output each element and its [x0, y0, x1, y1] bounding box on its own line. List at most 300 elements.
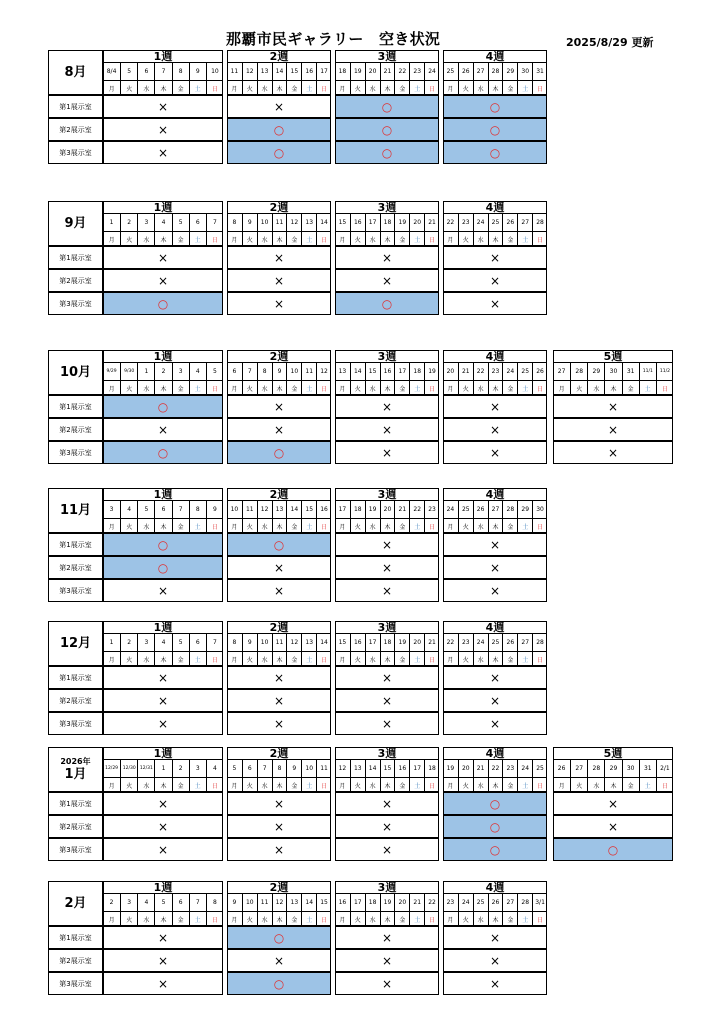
room-label: 第1展示室	[48, 792, 103, 815]
room-label: 第2展示室	[48, 418, 103, 441]
date-cell: 12	[257, 500, 272, 518]
updated-date: 2025/8/29 更新	[566, 36, 654, 49]
weekday-cell: 木	[488, 231, 503, 246]
date-cell: 5	[227, 759, 242, 777]
date-cell: 14	[272, 62, 287, 80]
weekday-cell: 月	[335, 651, 350, 666]
date-cell: 29	[517, 500, 532, 518]
weekday-cell: 土	[189, 518, 206, 533]
weekday-cell: 金	[502, 518, 517, 533]
date-cell: 10	[301, 759, 316, 777]
date-cell: 4	[206, 759, 223, 777]
status-cell: ×	[443, 292, 547, 315]
date-cell: 8	[272, 759, 287, 777]
date-cell: 12	[286, 213, 301, 231]
status-cell: ×	[443, 246, 547, 269]
room-label: 第3展示室	[48, 838, 103, 861]
date-cell: 26	[458, 62, 473, 80]
date-cell: 13	[257, 62, 272, 80]
date-cell: 9/29	[103, 362, 120, 380]
date-cell: 1	[103, 633, 120, 651]
weekday-cell: 月	[443, 80, 458, 95]
weekday-cell: 金	[286, 911, 301, 926]
week-title: 3週	[377, 488, 397, 501]
room-label: 第3展示室	[48, 292, 103, 315]
weekday-cell: 土	[409, 911, 424, 926]
date-cell: 8	[189, 500, 206, 518]
month-label	[48, 621, 103, 666]
weekday-cell: 金	[286, 518, 301, 533]
month-label	[48, 488, 103, 533]
month-label	[48, 881, 103, 926]
date-cell: 11	[257, 893, 272, 911]
date-cell: 13	[301, 213, 316, 231]
weekday-cell: 金	[622, 380, 639, 395]
weekday-cell: 月	[443, 651, 458, 666]
weekday-cell: 土	[301, 651, 316, 666]
weekday-cell: 木	[154, 651, 171, 666]
weekday-cell: 金	[286, 651, 301, 666]
date-cell: 11	[242, 500, 257, 518]
status-cell: ×	[103, 418, 223, 441]
date-cell: 24	[473, 633, 488, 651]
date-cell: 5	[206, 362, 223, 380]
status-cell: ×	[103, 666, 223, 689]
date-cell: 28	[517, 893, 532, 911]
room-label: 第3展示室	[48, 972, 103, 995]
date-cell: 24	[458, 893, 473, 911]
week-title: 1週	[153, 881, 173, 894]
date-cell: 11	[227, 62, 242, 80]
date-cell: 22	[443, 633, 458, 651]
date-cell: 27	[502, 893, 517, 911]
weekday-cell: 火	[242, 911, 257, 926]
date-cell: 9/30	[120, 362, 137, 380]
weekday-cell: 火	[120, 231, 137, 246]
date-cell: 30	[604, 362, 621, 380]
weekday-cell: 月	[553, 777, 570, 792]
weekday-cell: 日	[316, 80, 331, 95]
weekday-cell: 木	[380, 80, 395, 95]
weekday-cell: 日	[656, 380, 673, 395]
date-cell: 20	[365, 62, 380, 80]
weekday-cell: 火	[120, 80, 137, 95]
weekday-cell: 水	[365, 380, 380, 395]
date-cell: 20	[380, 500, 395, 518]
date-cell: 28	[502, 500, 517, 518]
date-cell: 22	[473, 362, 488, 380]
weekday-cell: 月	[103, 231, 120, 246]
date-cell: 18	[409, 362, 424, 380]
week-title: 2週	[269, 747, 289, 760]
weekday-cell: 水	[257, 518, 272, 533]
weekday-cell: 火	[350, 80, 365, 95]
date-cell: 22	[488, 759, 503, 777]
weekday-cell: 木	[380, 651, 395, 666]
status-cell: ×	[227, 689, 331, 712]
date-cell: 16	[335, 893, 350, 911]
weekday-cell: 月	[103, 651, 120, 666]
date-cell: 9	[272, 362, 287, 380]
date-cell: 23	[443, 893, 458, 911]
weekday-cell: 木	[272, 651, 287, 666]
date-cell: 12	[272, 893, 287, 911]
date-cell: 15	[335, 213, 350, 231]
date-cell: 24	[473, 213, 488, 231]
weekday-cell: 水	[365, 231, 380, 246]
status-cell: ×	[227, 666, 331, 689]
weekday-cell: 日	[532, 80, 547, 95]
date-cell: 21	[409, 893, 424, 911]
weekday-cell: 金	[394, 911, 409, 926]
week-title: 3週	[377, 621, 397, 634]
weekday-cell: 日	[206, 231, 223, 246]
status-cell: ×	[443, 666, 547, 689]
date-cell: 28	[587, 759, 604, 777]
date-cell: 22	[424, 893, 439, 911]
date-cell: 13	[272, 500, 287, 518]
month-label	[48, 350, 103, 395]
status-cell: ○	[227, 533, 331, 556]
date-cell: 10	[206, 62, 223, 80]
weekday-cell: 火	[242, 651, 257, 666]
date-cell: 8	[172, 62, 189, 80]
status-cell: ×	[103, 689, 223, 712]
date-cell: 22	[443, 213, 458, 231]
status-cell: ×	[443, 418, 547, 441]
status-cell: ×	[553, 441, 673, 464]
room-label: 第2展示室	[48, 118, 103, 141]
date-cell: 7	[189, 893, 206, 911]
weekday-cell: 水	[365, 518, 380, 533]
status-cell: ○	[335, 292, 439, 315]
weekday-cell: 火	[350, 651, 365, 666]
weekday-cell: 土	[517, 911, 532, 926]
weekday-cell: 木	[380, 231, 395, 246]
weekday-cell: 木	[604, 380, 621, 395]
status-cell: ×	[103, 815, 223, 838]
weekday-cell: 木	[272, 911, 287, 926]
date-cell: 10	[286, 362, 301, 380]
date-cell: 21	[424, 213, 439, 231]
status-cell: ×	[335, 556, 439, 579]
weekday-cell: 日	[206, 911, 223, 926]
status-cell: ×	[553, 395, 673, 418]
status-cell: ×	[443, 395, 547, 418]
weekday-cell: 日	[424, 777, 439, 792]
date-cell: 18	[380, 213, 395, 231]
weekday-cell: 月	[335, 80, 350, 95]
weekday-cell: 金	[172, 80, 189, 95]
week-title: 3週	[377, 881, 397, 894]
date-cell: 13	[350, 759, 365, 777]
date-cell: 20	[394, 893, 409, 911]
date-cell: 5	[137, 500, 154, 518]
week-title: 4週	[485, 50, 505, 63]
date-cell: 1	[154, 759, 171, 777]
date-cell: 8	[227, 213, 242, 231]
date-cell: 3/1	[532, 893, 547, 911]
weekday-cell: 土	[189, 911, 206, 926]
week-title: 4週	[485, 350, 505, 363]
weekday-cell: 日	[206, 777, 223, 792]
week-title: 2週	[269, 201, 289, 214]
weekday-cell: 木	[488, 80, 503, 95]
weekday-cell: 月	[335, 380, 350, 395]
date-cell: 2	[103, 893, 120, 911]
date-cell: 16	[301, 62, 316, 80]
date-cell: 24	[443, 500, 458, 518]
weekday-cell: 水	[137, 777, 154, 792]
weekday-cell: 土	[409, 651, 424, 666]
date-cell: 29	[587, 362, 604, 380]
weekday-cell: 火	[458, 518, 473, 533]
weekday-cell: 木	[154, 80, 171, 95]
date-cell: 7	[242, 362, 257, 380]
status-cell: ×	[227, 395, 331, 418]
date-cell: 2/1	[656, 759, 673, 777]
week-title: 2週	[269, 881, 289, 894]
weekday-cell: 木	[272, 80, 287, 95]
week-title: 2週	[269, 50, 289, 63]
status-cell: ×	[443, 441, 547, 464]
weekday-cell: 日	[424, 231, 439, 246]
weekday-cell: 金	[502, 911, 517, 926]
weekday-cell: 金	[502, 651, 517, 666]
date-cell: 6	[189, 633, 206, 651]
weekday-cell: 土	[301, 518, 316, 533]
month-label	[48, 50, 103, 95]
date-cell: 7	[172, 500, 189, 518]
weekday-cell: 金	[394, 380, 409, 395]
weekday-cell: 火	[458, 80, 473, 95]
weekday-cell: 土	[409, 777, 424, 792]
date-cell: 20	[458, 759, 473, 777]
status-cell: ○	[227, 141, 331, 164]
status-cell: ○	[227, 118, 331, 141]
status-cell: ×	[103, 246, 223, 269]
week-title: 5週	[603, 747, 623, 760]
weekday-cell: 日	[532, 231, 547, 246]
date-cell: 4	[189, 362, 206, 380]
weekday-cell: 土	[189, 80, 206, 95]
weekday-cell: 土	[517, 777, 532, 792]
status-cell: ×	[335, 972, 439, 995]
date-cell: 3	[137, 633, 154, 651]
date-cell: 29	[502, 62, 517, 80]
weekday-cell: 木	[272, 518, 287, 533]
status-cell: ○	[227, 926, 331, 949]
status-cell: ×	[227, 556, 331, 579]
week-title: 1週	[153, 201, 173, 214]
week-title: 1週	[153, 350, 173, 363]
status-cell: ×	[227, 838, 331, 861]
room-label: 第2展示室	[48, 689, 103, 712]
weekday-cell: 木	[154, 380, 171, 395]
date-cell: 2	[120, 633, 137, 651]
date-cell: 28	[532, 213, 547, 231]
date-cell: 27	[517, 213, 532, 231]
weekday-cell: 日	[532, 380, 547, 395]
weekday-cell: 火	[242, 518, 257, 533]
date-cell: 15	[365, 362, 380, 380]
date-cell: 15	[286, 62, 301, 80]
week-title: 2週	[269, 621, 289, 634]
weekday-cell: 土	[189, 231, 206, 246]
month-name: 11月	[59, 502, 92, 518]
status-cell: ○	[443, 141, 547, 164]
weekday-cell: 日	[532, 518, 547, 533]
weekday-cell: 日	[656, 777, 673, 792]
weekday-cell: 金	[172, 518, 189, 533]
status-cell: ○	[103, 292, 223, 315]
weekday-cell: 金	[394, 80, 409, 95]
date-cell: 31	[639, 759, 656, 777]
weekday-cell: 月	[103, 777, 120, 792]
date-cell: 7	[154, 62, 171, 80]
date-cell: 8	[206, 893, 223, 911]
date-cell: 27	[553, 362, 570, 380]
status-cell: ○	[103, 556, 223, 579]
weekday-cell: 火	[120, 380, 137, 395]
page-title: 那覇市民ギャラリー 空き状況	[226, 30, 441, 48]
date-cell: 19	[443, 759, 458, 777]
weekday-cell: 火	[458, 777, 473, 792]
week-title: 4週	[485, 201, 505, 214]
weekday-cell: 木	[380, 380, 395, 395]
weekday-cell: 水	[257, 231, 272, 246]
date-cell: 29	[604, 759, 621, 777]
date-cell: 17	[394, 362, 409, 380]
date-cell: 15	[316, 893, 331, 911]
date-cell: 23	[458, 213, 473, 231]
weekday-cell: 日	[424, 380, 439, 395]
date-cell: 11/2	[656, 362, 673, 380]
weekday-cell: 木	[488, 651, 503, 666]
date-cell: 11/1	[639, 362, 656, 380]
room-label: 第3展示室	[48, 141, 103, 164]
weekday-cell: 水	[473, 231, 488, 246]
date-cell: 24	[502, 362, 517, 380]
status-cell: ×	[335, 689, 439, 712]
weekday-cell: 火	[120, 518, 137, 533]
room-label: 第1展示室	[48, 95, 103, 118]
status-cell: ×	[335, 441, 439, 464]
status-cell: ×	[103, 949, 223, 972]
weekday-cell: 月	[443, 911, 458, 926]
month-name: 12月	[59, 635, 92, 651]
date-cell: 6	[154, 500, 171, 518]
date-cell: 30	[622, 759, 639, 777]
weekday-cell: 日	[424, 80, 439, 95]
weekday-cell: 土	[301, 911, 316, 926]
weekday-cell: 火	[458, 380, 473, 395]
weekday-cell: 金	[172, 777, 189, 792]
status-cell: ×	[227, 579, 331, 602]
weekday-cell: 月	[227, 231, 242, 246]
weekday-cell: 日	[316, 380, 331, 395]
date-cell: 21	[380, 62, 395, 80]
status-cell: ×	[335, 418, 439, 441]
weekday-cell: 土	[639, 777, 656, 792]
weekday-cell: 水	[473, 380, 488, 395]
date-cell: 25	[473, 893, 488, 911]
date-cell: 23	[502, 759, 517, 777]
weekday-cell: 火	[350, 911, 365, 926]
weekday-cell: 日	[206, 518, 223, 533]
date-cell: 22	[394, 62, 409, 80]
status-cell: ○	[335, 118, 439, 141]
weekday-cell: 月	[227, 80, 242, 95]
date-cell: 1	[103, 213, 120, 231]
status-cell: ×	[335, 792, 439, 815]
weekday-cell: 水	[473, 777, 488, 792]
status-cell: ×	[103, 579, 223, 602]
weekday-cell: 金	[502, 380, 517, 395]
date-cell: 17	[335, 500, 350, 518]
status-cell: ×	[443, 712, 547, 735]
weekday-cell: 日	[532, 911, 547, 926]
date-cell: 6	[227, 362, 242, 380]
week-title: 3週	[377, 747, 397, 760]
date-cell: 2	[172, 759, 189, 777]
status-cell: ○	[103, 441, 223, 464]
date-cell: 10	[227, 500, 242, 518]
weekday-cell: 月	[335, 911, 350, 926]
weekday-cell: 月	[443, 518, 458, 533]
date-cell: 25	[517, 362, 532, 380]
status-cell: ×	[227, 95, 331, 118]
date-cell: 21	[424, 633, 439, 651]
room-label: 第1展示室	[48, 666, 103, 689]
status-cell: ○	[553, 838, 673, 861]
week-title: 4週	[485, 747, 505, 760]
weekday-cell: 月	[443, 777, 458, 792]
weekday-cell: 月	[335, 231, 350, 246]
week-title: 5週	[603, 350, 623, 363]
weekday-cell: 水	[473, 80, 488, 95]
date-cell: 2	[120, 213, 137, 231]
weekday-cell: 木	[154, 518, 171, 533]
weekday-cell: 木	[272, 777, 287, 792]
date-cell: 27	[488, 500, 503, 518]
status-cell: ×	[103, 118, 223, 141]
weekday-cell: 金	[394, 231, 409, 246]
weekday-cell: 日	[316, 777, 331, 792]
week-title: 2週	[269, 488, 289, 501]
weekday-cell: 水	[587, 777, 604, 792]
weekday-cell: 金	[286, 80, 301, 95]
status-cell: ○	[443, 95, 547, 118]
weekday-cell: 日	[316, 911, 331, 926]
weekday-cell: 日	[424, 911, 439, 926]
weekday-cell: 水	[257, 777, 272, 792]
date-cell: 15	[380, 759, 395, 777]
weekday-cell: 金	[286, 231, 301, 246]
status-cell: ×	[553, 418, 673, 441]
date-cell: 19	[394, 633, 409, 651]
date-cell: 26	[473, 500, 488, 518]
status-cell: ×	[227, 418, 331, 441]
date-cell: 30	[517, 62, 532, 80]
weekday-cell: 日	[424, 518, 439, 533]
status-cell: ○	[227, 972, 331, 995]
date-cell: 19	[424, 362, 439, 380]
date-cell: 9	[286, 759, 301, 777]
status-cell: ×	[335, 949, 439, 972]
status-cell: ×	[335, 269, 439, 292]
status-cell: ○	[103, 533, 223, 556]
